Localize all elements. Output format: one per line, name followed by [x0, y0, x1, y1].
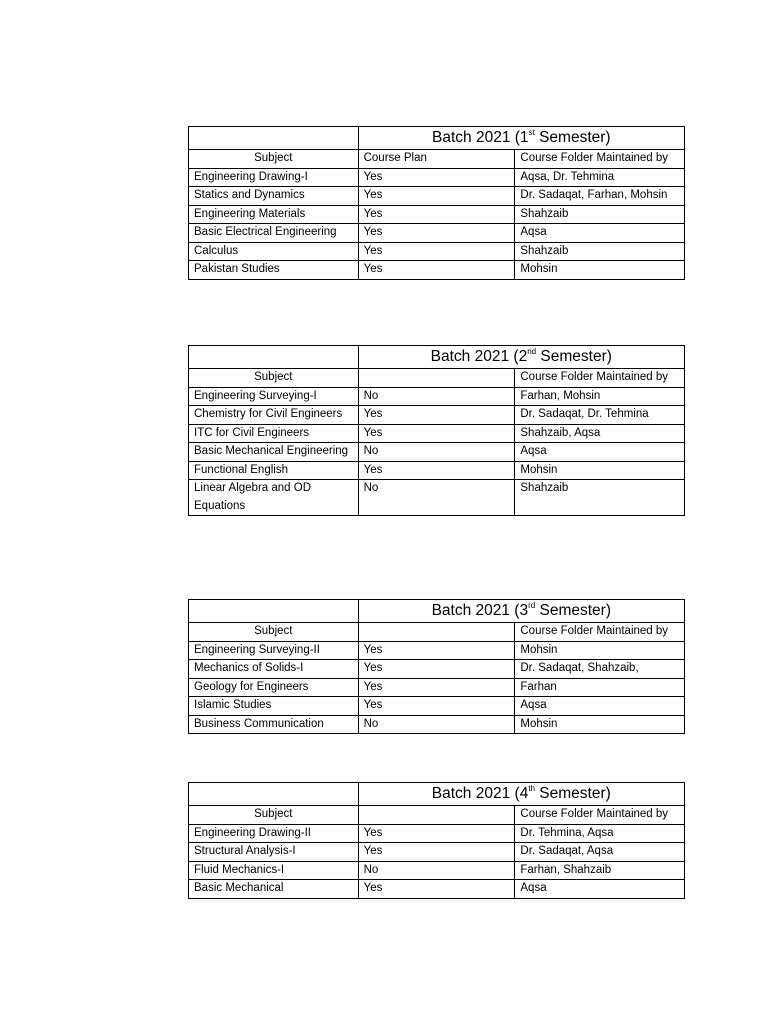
- folder-cell: Shahzaib: [515, 480, 685, 516]
- table-row: [189, 242, 685, 261]
- table-row: [189, 880, 685, 899]
- semester-table-2: [188, 345, 685, 516]
- table-row: [189, 715, 685, 734]
- subject-cell: Calculus: [189, 242, 359, 261]
- subject-cell: Mechanics of Solids-I: [189, 660, 359, 679]
- subject-cell: Islamic Studies: [189, 697, 359, 716]
- plan-cell: Yes: [358, 205, 515, 224]
- folder-cell: Aqsa: [515, 443, 685, 462]
- table-row: [189, 660, 685, 679]
- plan-cell: No: [358, 387, 515, 406]
- folder-cell: Dr. Sadaqat, Dr. Tehmina: [515, 406, 685, 425]
- subject-cell: ITC for Civil Engineers: [189, 424, 359, 443]
- table-row: [189, 843, 685, 862]
- subject-cell: Fluid Mechanics-I: [189, 861, 359, 880]
- folder-header: Course Folder Maintained by: [515, 623, 685, 642]
- table-row: [189, 824, 685, 843]
- plan-cell: No: [358, 443, 515, 462]
- plan-cell: Yes: [358, 224, 515, 243]
- subject-cell: Engineering Materials: [189, 205, 359, 224]
- header-row: [189, 150, 685, 169]
- table-row: [189, 387, 685, 406]
- table-title-row: [189, 127, 685, 150]
- semester-table-1: [188, 126, 685, 280]
- plan-cell: No: [358, 861, 515, 880]
- folder-cell: Dr. Sadaqat, Shahzaib,: [515, 660, 685, 679]
- table-title-row: [189, 783, 685, 806]
- table-row: [189, 168, 685, 187]
- title-empty-cell: [189, 600, 359, 623]
- course-plan-header: [358, 806, 515, 825]
- subject-cell: Structural Analysis-I: [189, 843, 359, 862]
- folder-cell: Mohsin: [515, 461, 685, 480]
- folder-cell: Dr. Sadaqat, Farhan, Mohsin: [515, 187, 685, 206]
- folder-cell: Mohsin: [515, 261, 685, 280]
- folder-cell: Shahzaib: [515, 242, 685, 261]
- table-row: [189, 461, 685, 480]
- course-plan-header: [358, 623, 515, 642]
- subject-cell: Functional English: [189, 461, 359, 480]
- subject-header: Subject: [189, 150, 359, 169]
- subject-cell: Engineering Drawing-II: [189, 824, 359, 843]
- table-row: [189, 480, 685, 516]
- course-plan-header: Course Plan: [358, 150, 515, 169]
- plan-cell: Yes: [358, 261, 515, 280]
- folder-header: Course Folder Maintained by: [515, 806, 685, 825]
- header-row: [189, 806, 685, 825]
- plan-cell: Yes: [358, 242, 515, 261]
- plan-cell: Yes: [358, 880, 515, 899]
- plan-cell: Yes: [358, 424, 515, 443]
- subject-cell: Geology for Engineers: [189, 678, 359, 697]
- table-row: [189, 861, 685, 880]
- title-empty-cell: [189, 127, 359, 150]
- subject-cell: Basic Electrical Engineering: [189, 224, 359, 243]
- title-empty-cell: [189, 346, 359, 369]
- plan-cell: Yes: [358, 187, 515, 206]
- subject-header: Subject: [189, 369, 359, 388]
- table-row: [189, 678, 685, 697]
- folder-cell: Dr. Sadaqat, Aqsa: [515, 843, 685, 862]
- table-row: [189, 641, 685, 660]
- plan-cell: Yes: [358, 824, 515, 843]
- subject-cell: Engineering Surveying-I: [189, 387, 359, 406]
- folder-cell: Aqsa, Dr. Tehmina: [515, 168, 685, 187]
- batch-title: Batch 2021 (2nd Semester): [358, 346, 684, 369]
- folder-cell: Farhan, Mohsin: [515, 387, 685, 406]
- plan-cell: Yes: [358, 406, 515, 425]
- folder-cell: Aqsa: [515, 697, 685, 716]
- table-row: [189, 261, 685, 280]
- plan-cell: Yes: [358, 678, 515, 697]
- folder-cell: Shahzaib, Aqsa: [515, 424, 685, 443]
- subject-header: Subject: [189, 806, 359, 825]
- folder-cell: Aqsa: [515, 880, 685, 899]
- plan-cell: Yes: [358, 641, 515, 660]
- subject-cell: Basic Mechanical Engineering: [189, 443, 359, 462]
- plan-cell: No: [358, 480, 515, 516]
- header-row: [189, 369, 685, 388]
- plan-cell: Yes: [358, 697, 515, 716]
- subject-cell: Engineering Drawing-I: [189, 168, 359, 187]
- plan-cell: Yes: [358, 843, 515, 862]
- subject-cell: Basic Mechanical: [189, 880, 359, 899]
- plan-cell: Yes: [358, 461, 515, 480]
- folder-cell: Farhan: [515, 678, 685, 697]
- folder-header: Course Folder Maintained by: [515, 369, 685, 388]
- subject-cell: Business Communication: [189, 715, 359, 734]
- folder-cell: Dr. Tehmina, Aqsa: [515, 824, 685, 843]
- table-row: [189, 424, 685, 443]
- table-title-row: [189, 346, 685, 369]
- folder-header: Course Folder Maintained by: [515, 150, 685, 169]
- course-plan-header: [358, 369, 515, 388]
- table-row: [189, 406, 685, 425]
- folder-cell: Shahzaib: [515, 205, 685, 224]
- batch-title: Batch 2021 (1st Semester): [358, 127, 684, 150]
- semester-table-4: [188, 782, 685, 899]
- subject-cell: Linear Algebra and OD Equations: [189, 480, 359, 516]
- table-row: [189, 224, 685, 243]
- batch-title: Batch 2021 (4th Semester): [358, 783, 684, 806]
- subject-cell: Chemistry for Civil Engineers: [189, 406, 359, 425]
- subject-header: Subject: [189, 623, 359, 642]
- subject-cell: Statics and Dynamics: [189, 187, 359, 206]
- plan-cell: Yes: [358, 660, 515, 679]
- table-title-row: [189, 600, 685, 623]
- folder-cell: Farhan, Shahzaib: [515, 861, 685, 880]
- plan-cell: No: [358, 715, 515, 734]
- folder-cell: Aqsa: [515, 224, 685, 243]
- folder-cell: Mohsin: [515, 715, 685, 734]
- subject-cell: Engineering Surveying-II: [189, 641, 359, 660]
- table-row: [189, 697, 685, 716]
- table-row: [189, 187, 685, 206]
- plan-cell: Yes: [358, 168, 515, 187]
- semester-table-3: [188, 599, 685, 734]
- table-row: [189, 443, 685, 462]
- header-row: [189, 623, 685, 642]
- batch-title: Batch 2021 (3rd Semester): [358, 600, 684, 623]
- subject-cell: Pakistan Studies: [189, 261, 359, 280]
- title-empty-cell: [189, 783, 359, 806]
- table-row: [189, 205, 685, 224]
- folder-cell: Mohsin: [515, 641, 685, 660]
